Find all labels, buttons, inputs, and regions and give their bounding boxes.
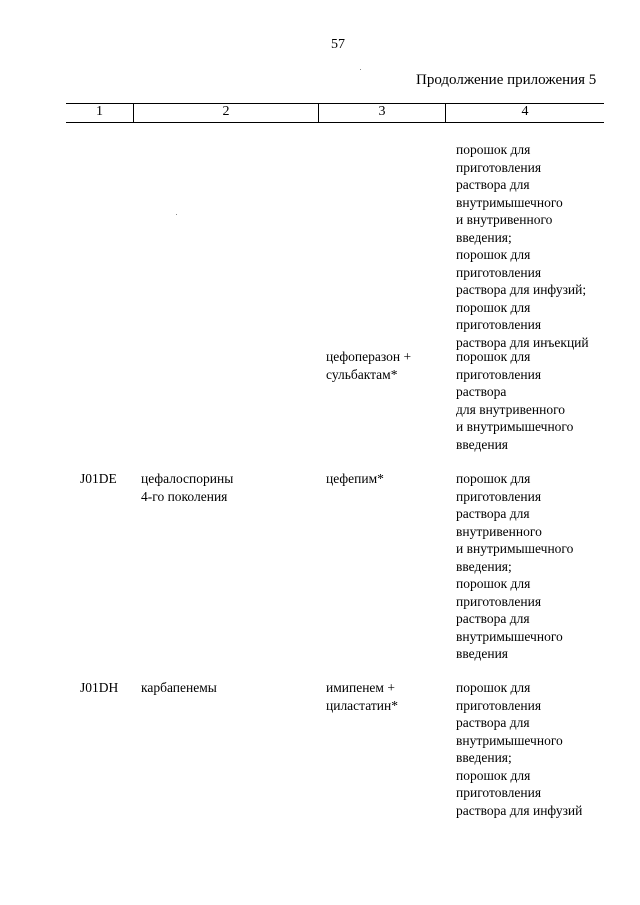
page-number: 57 [331, 37, 345, 52]
drug-group-cell: карбапенемы [141, 680, 217, 695]
column-header-3: 3 [378, 104, 386, 119]
dosage-form-cell: порошок для приготовления раствора для внутривенного и внутримышечного введения [456, 349, 574, 452]
column-header-1: 1 [96, 104, 103, 119]
table-header-rule [66, 122, 604, 123]
column-header-2: 2 [222, 104, 230, 119]
scan-speck [360, 69, 361, 70]
drug-name-cell: цефепим* [326, 471, 384, 486]
atc-code-cell: J01DE [80, 471, 117, 486]
dosage-form-cell: порошок для приготовления раствора для внутримышечного введения; порошок для приготовления раствора для инфузий [456, 680, 583, 818]
dosage-form-cell: порошок для приготовления раствора для внутривенного и внутримышечного введения; порошок для приготовления раствора для внутримышечного введения [456, 471, 574, 661]
drug-name-cell: цефоперазон + сульбактам* [326, 349, 412, 382]
atc-code-cell: J01DH [80, 680, 119, 695]
drug-group-cell: цефалоспорины 4-го поколения [141, 471, 234, 504]
dosage-form-cell: порошок для приготовления раствора для внутримышечного и внутривенного введения; порошок для приготовления раствора для инфузий; порошок для приготовления раствора для инъекций [456, 142, 589, 350]
scan-speck [176, 214, 177, 215]
drug-name-cell: имипенем + циластатин* [326, 680, 398, 713]
column-header-4: 4 [521, 104, 529, 119]
appendix-title: Продолжение приложения 5 [416, 72, 597, 88]
